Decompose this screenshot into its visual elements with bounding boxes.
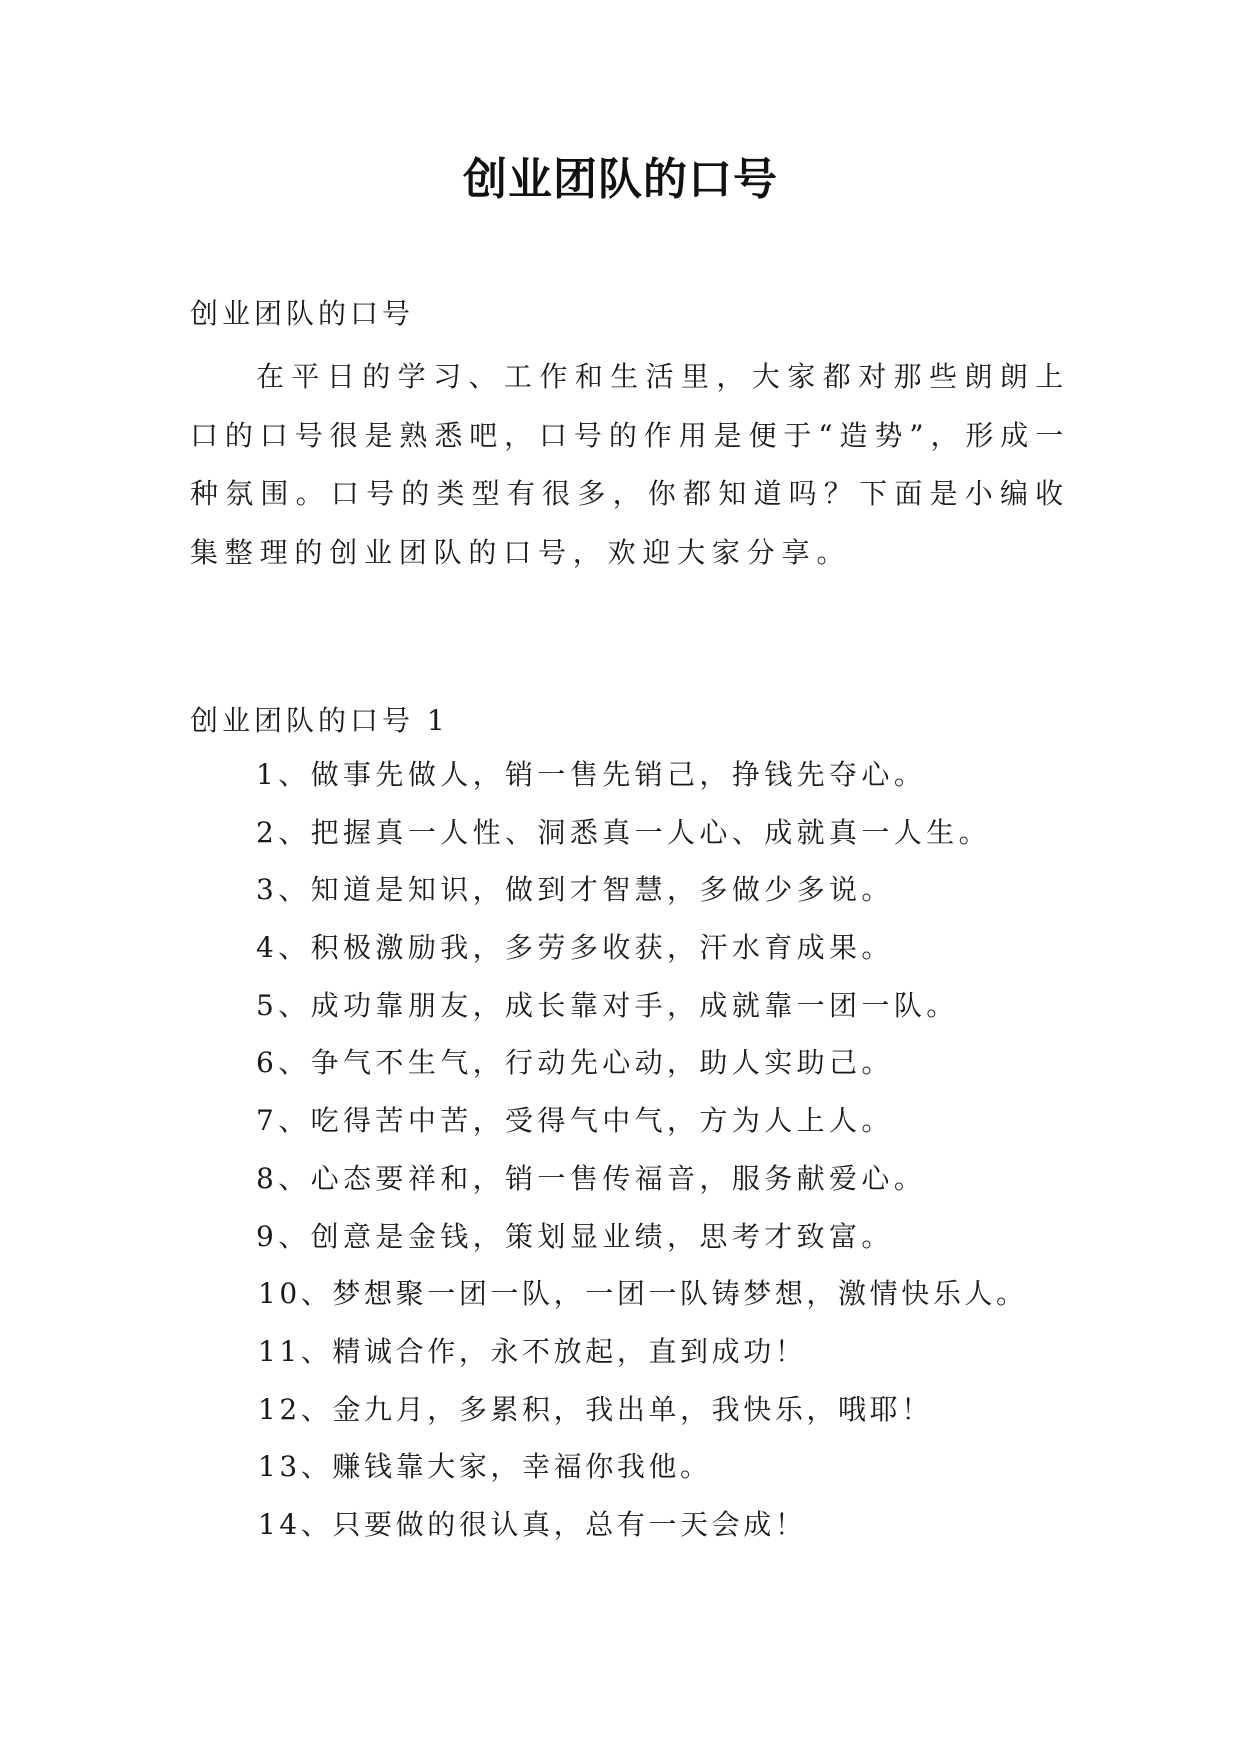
list-item: 2、把握真一人性、洞悉真一人心、成就真一人生。 <box>256 815 992 849</box>
list-item: 9、创意是金钱，策划显业绩，思考才致富。 <box>256 1219 894 1253</box>
list-item: 1、做事先做人，销一售先销己，挣钱先夺心。 <box>256 758 927 791</box>
list-item: 3、知道是知识，做到才智慧，多做少多说。 <box>256 873 894 907</box>
list-item: 12、金九月，多累积，我出单，我快乐，哦耶！ <box>258 1392 933 1426</box>
slogan-list <box>256 755 1028 1563</box>
list-item: 11、精诚合作，永不放起，直到成功！ <box>258 1334 807 1368</box>
list-item: 10、梦想聚一团一队，一团一队铸梦想，激情快乐人。 <box>258 1277 1028 1311</box>
list-item: 7、吃得苦中苦，受得气中气，方为人上人。 <box>256 1104 894 1138</box>
list-item: 13、赚钱靠大家，幸福你我他。 <box>258 1450 712 1484</box>
list-item: 5、成功靠朋友，成长靠对手，成就靠一团一队。 <box>256 988 959 1022</box>
list-item: 6、争气不生气，行动先心动，助人实助己。 <box>256 1046 894 1080</box>
intro-paragraph: 在平日的学习、工作和生活里，大家都对那些朗朗上口的口号很是熟悉吧，口号的作用是便于“造势”，形成一种氛围。口号的类型有很多，你都知道吗？下面是小编收集整理的创业团队的口号，欢迎大家分享。 <box>190 360 1070 569</box>
list-item: 14、只要做的很认真，总有一天会成！ <box>258 1507 807 1541</box>
section-heading: 创业团队的口号 1 <box>190 704 449 737</box>
list-item: 4、积极激励我，多劳多收获，汗水育成果。 <box>256 931 894 965</box>
document-subtitle: 创业团队的口号 <box>190 297 415 330</box>
page-title: 创业团队的口号 <box>463 154 778 205</box>
list-item: 8、心态要祥和，销一售传福音，服务献爱心。 <box>256 1161 927 1195</box>
